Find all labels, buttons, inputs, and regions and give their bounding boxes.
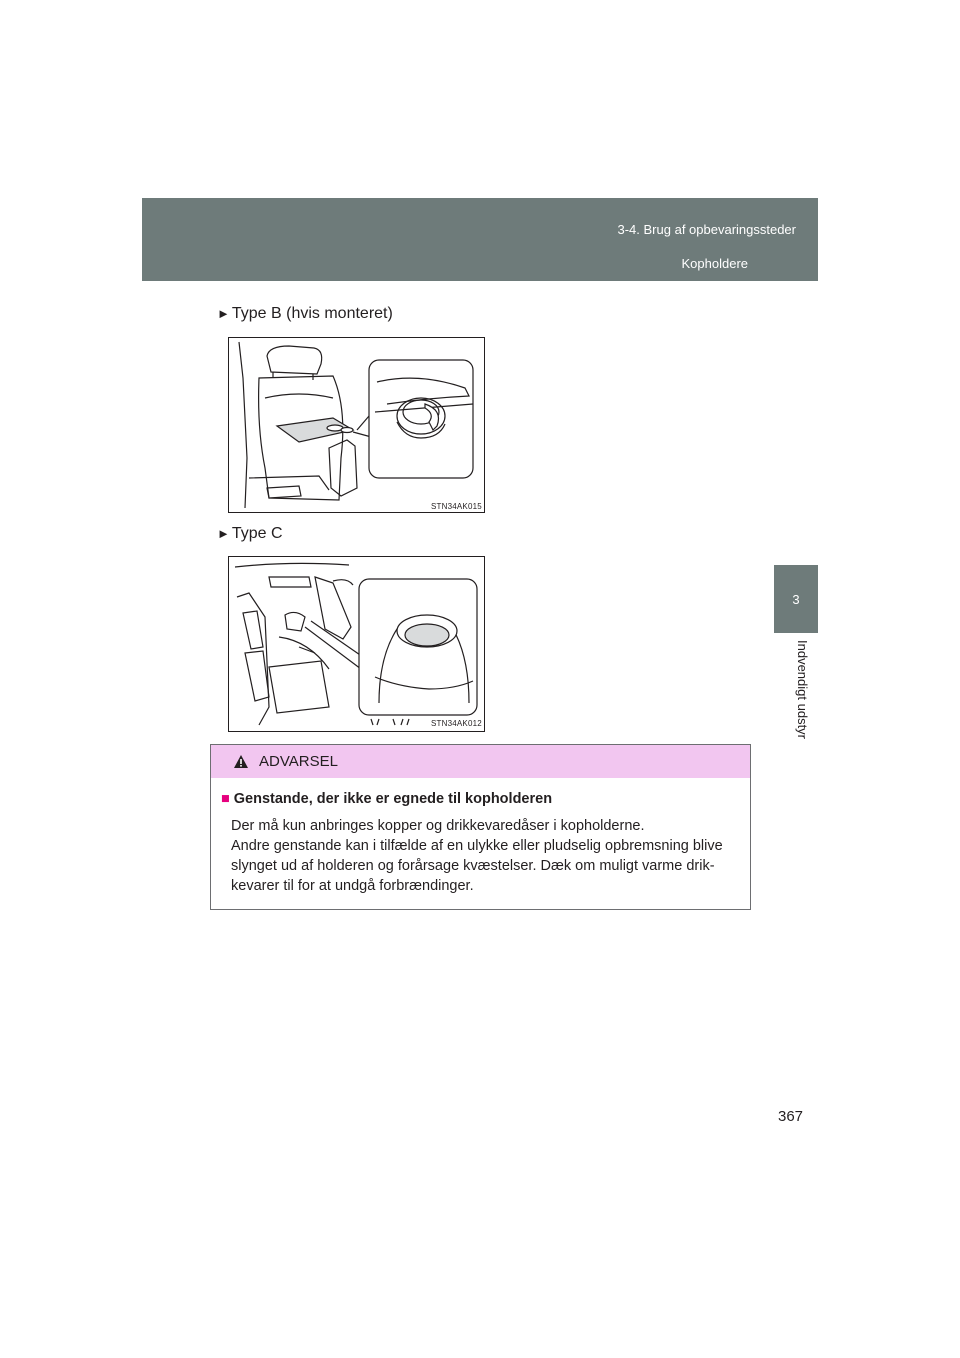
- square-bullet-icon: ■: [221, 791, 230, 807]
- type-b-label: Type B (hvis monteret): [231, 305, 393, 322]
- figure-code: STN34AK015: [431, 502, 482, 511]
- subsection-title: Kopholdere: [681, 256, 748, 271]
- warning-box: [210, 744, 751, 910]
- warning-title: ADVARSEL: [259, 753, 338, 770]
- warning-triangle-icon: [233, 754, 249, 769]
- seat-cupholder-illustration: [229, 338, 484, 512]
- warning-header: [211, 745, 750, 778]
- console-cupholder-illustration: [229, 557, 484, 731]
- figure-code: STN34AK012: [431, 719, 482, 728]
- warning-line: Der må kun anbringes kopper og drikkevaredåser i kopholderne.: [231, 818, 645, 834]
- figure-type-c: [228, 556, 485, 732]
- warning-body: [211, 778, 750, 896]
- warning-line: kevarer til for at undgå forbrændinger.: [231, 878, 474, 894]
- type-c-heading: [217, 525, 283, 543]
- chapter-label: Indvendigt udstyr: [795, 640, 810, 740]
- arrow-right-icon: ►: [217, 526, 230, 541]
- arrow-right-icon: ►: [217, 306, 230, 321]
- warning-line: slynget ud af holderen og forårsage kvæstelser. Dæk om muligt varme drik-: [231, 858, 715, 874]
- section-title: 3-4. Brug af opbevaringssteder: [617, 222, 796, 237]
- chapter-header: [142, 198, 818, 281]
- warning-line: Andre genstande kan i tilfælde af en ulykke eller pludselig opbremsning blive: [231, 838, 723, 854]
- type-b-heading: [217, 305, 393, 323]
- page-number: 367: [778, 1108, 804, 1125]
- warning-subheading-text: Genstande, der ikke er egnede til kopholderen: [233, 791, 553, 807]
- type-c-label: Type C: [231, 525, 283, 542]
- chapter-tab: [774, 565, 818, 633]
- figure-type-b: [228, 337, 485, 513]
- warning-text: [221, 816, 742, 896]
- warning-subheading: [221, 789, 742, 809]
- chapter-number: 3: [792, 591, 800, 607]
